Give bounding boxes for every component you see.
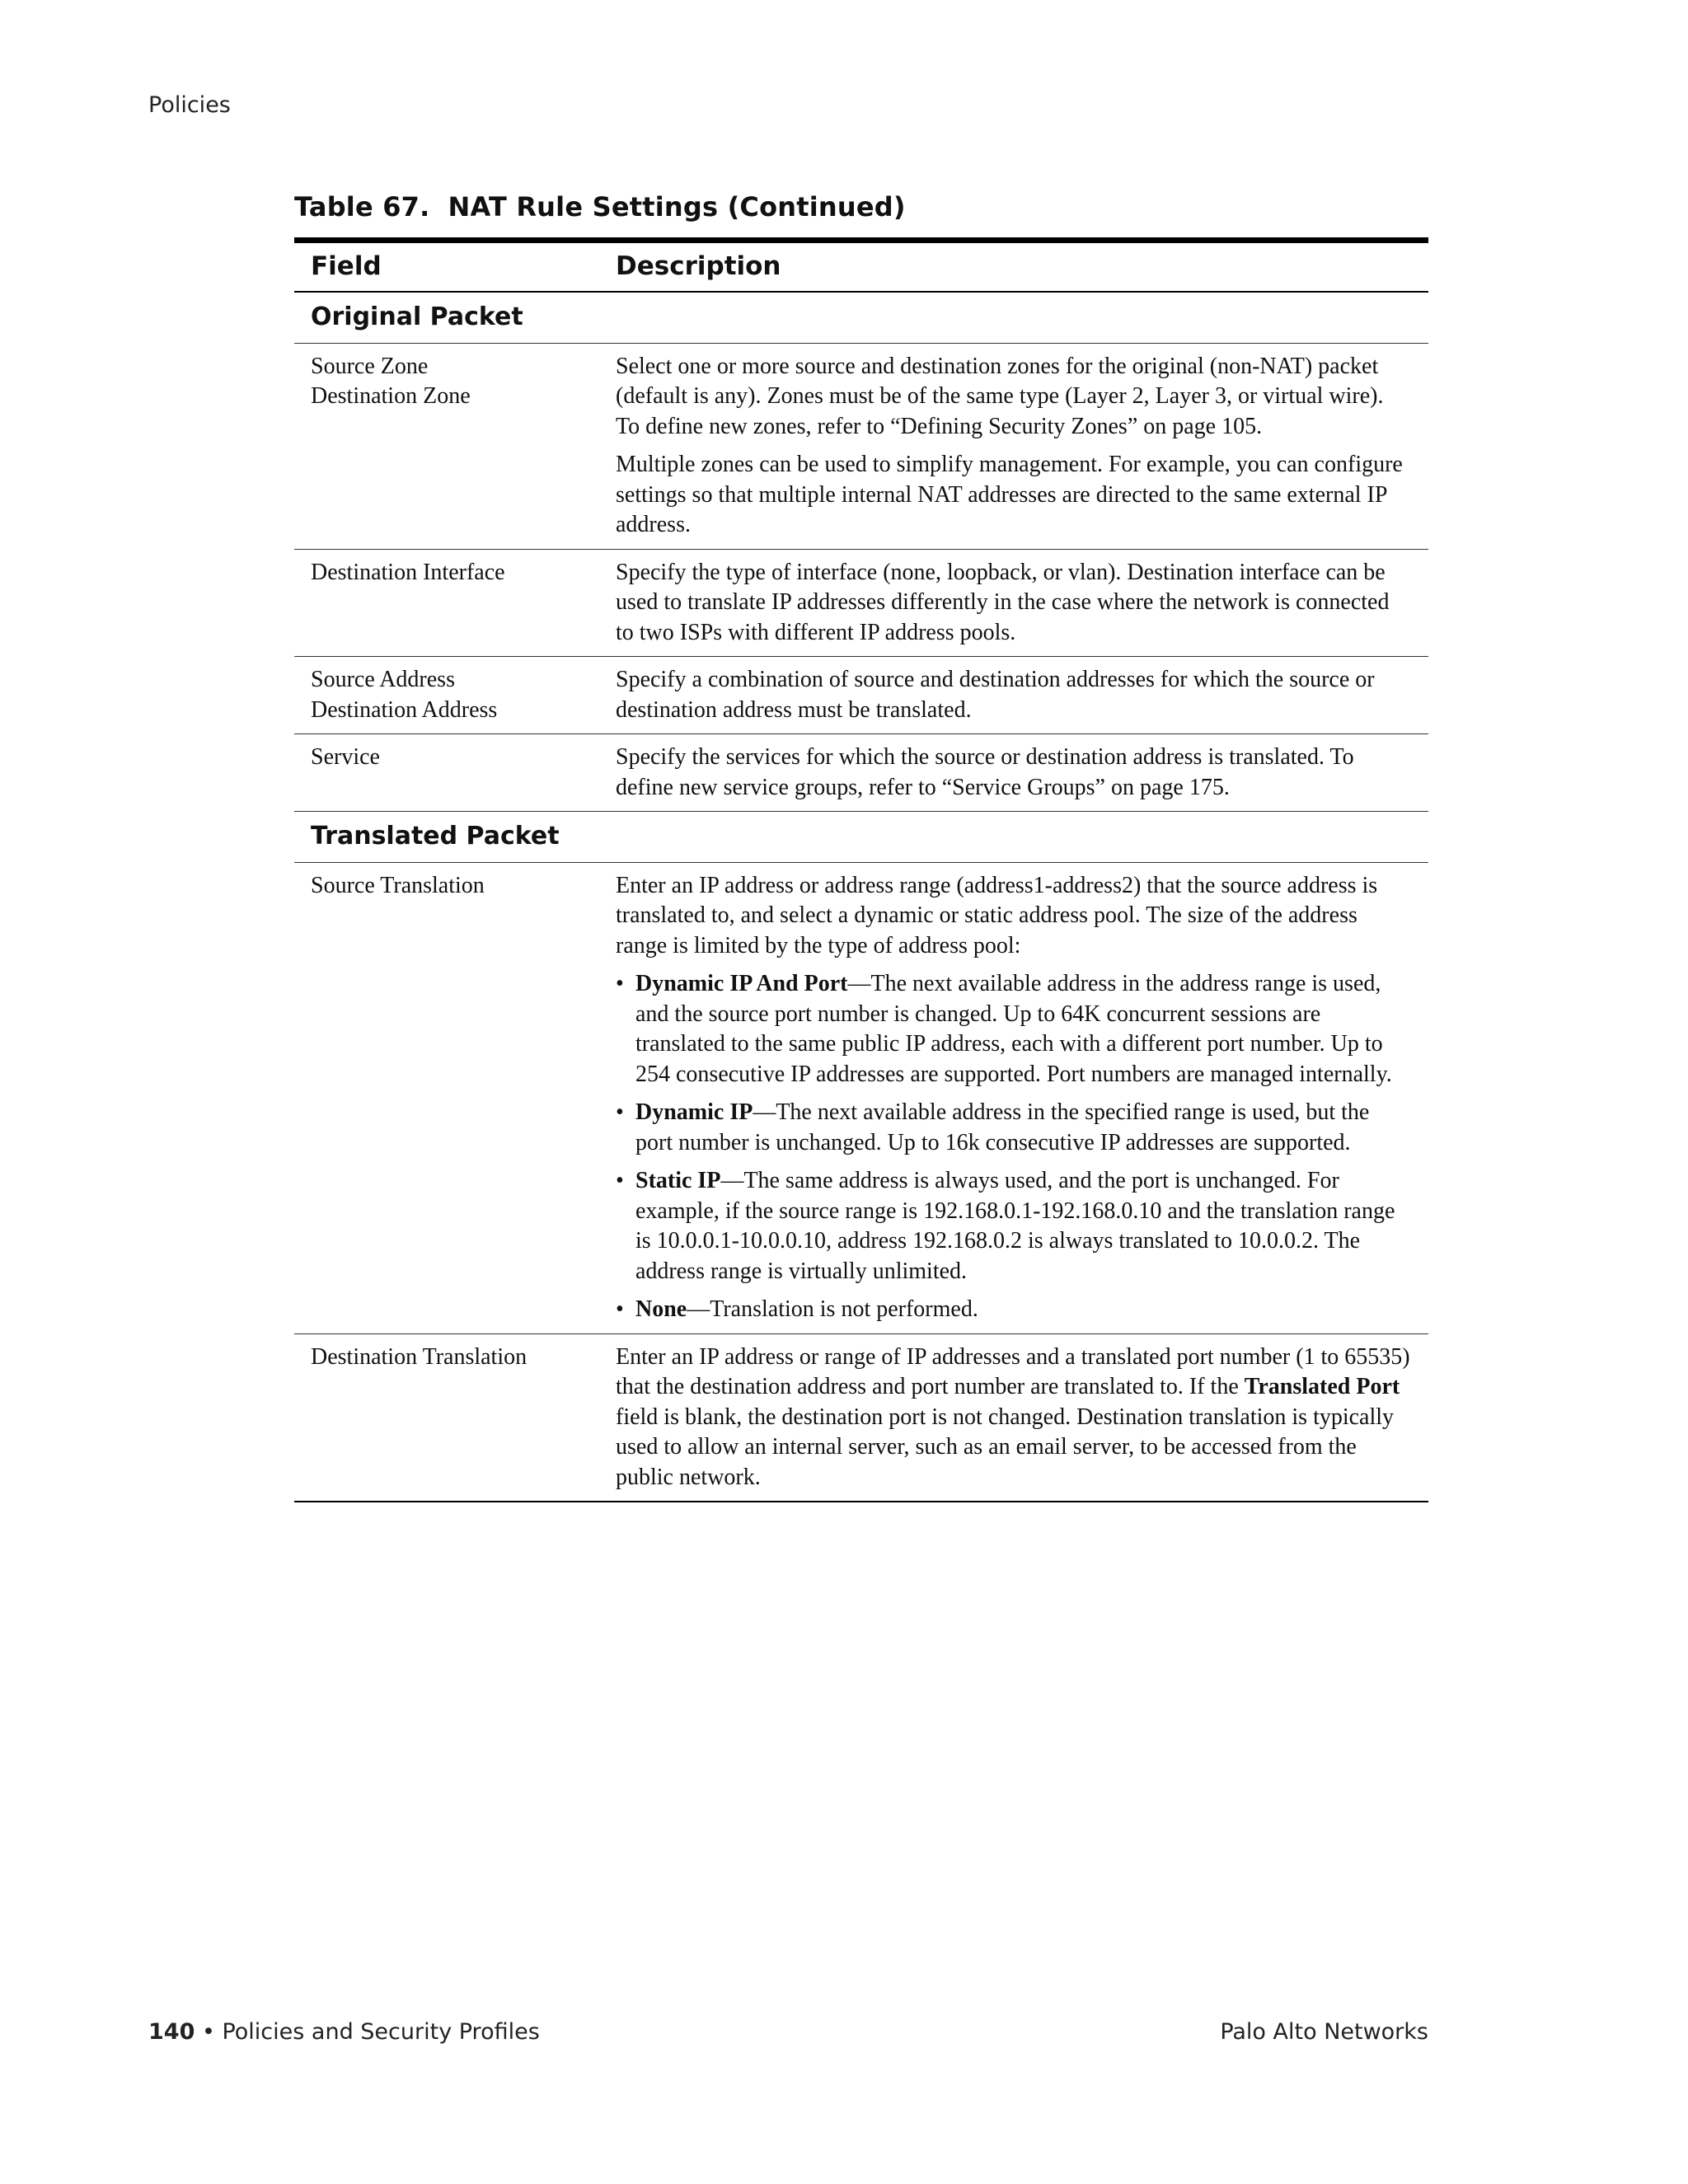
section-title: Original Packet <box>294 292 1428 343</box>
list-item <box>616 969 1412 1090</box>
table-row <box>294 343 1428 549</box>
description-paragraph: Specify the services for which the source or destination address is translated. To define new service groups, refer to “Service Groups” on page 175. <box>616 744 1354 800</box>
description-text: field is blank, the destination port is not changed. Destination translation is typically used to allow an internal server, such as an email server, to be accessed from the public network. <box>616 1404 1395 1490</box>
field-name: Service <box>311 744 380 770</box>
page-header: Policies <box>148 92 231 118</box>
description-cell <box>599 549 1428 657</box>
bullet-text: —Translation is not performed. <box>687 1296 978 1322</box>
table-top-rule <box>294 237 1428 243</box>
column-header-field: Field <box>294 243 599 292</box>
bullet-text: —The same address is always used, and the port is unchanged. For example, if the source range is 192.168.0.1-192.168.0.10 and the translation range is 10.0.0.1-10.0.0.10, address 192.168.0.2 is always translated to 10.0.0.2. The address range is virtually unlimited. <box>635 1168 1395 1284</box>
address-pool-list <box>616 969 1412 1325</box>
description-paragraph <box>616 1343 1412 1493</box>
list-item <box>616 1295 1412 1325</box>
description-cell <box>599 734 1428 812</box>
description-cell <box>599 1333 1428 1502</box>
table-row <box>294 1333 1428 1502</box>
field-name: Destination Interface <box>311 559 505 585</box>
description-cell <box>599 862 1428 1333</box>
page-number: 140 <box>148 2019 195 2045</box>
field-cell <box>294 657 599 734</box>
description-paragraph: Enter an IP address or address range (address1-address2) that the source address is translated to, and select a dynamic or static address pool. The size of the address range is limited by the type of address pool: <box>616 872 1378 958</box>
list-item <box>616 1166 1412 1286</box>
field-name: Source Zone <box>311 353 429 379</box>
bullet-text: —The next available address in the address range is used, and the source port number is changed. Up to 64K concurrent sessions are translated to the same public IP address, each with a different port number. Up to 254 consecutive IP addresses are supported. Port numbers are managed internally. <box>635 971 1392 1087</box>
description-paragraph: Specify the type of interface (none, loopback, or vlan). Destination interface can be used to translate IP addresses differently in the case where the network is connected to two ISPs with different IP address pools. <box>616 559 1390 645</box>
field-name: Source Translation <box>311 872 485 898</box>
column-header-description: Description <box>599 243 1428 292</box>
table-header-row <box>294 243 1428 292</box>
field-name: Destination Translation <box>311 1343 528 1370</box>
bullet-term: Dynamic IP And Port <box>635 971 848 996</box>
table-caption <box>294 191 1428 223</box>
bullet-icon: • <box>616 971 624 996</box>
table-row <box>294 862 1428 1333</box>
field-cell <box>294 343 599 549</box>
description-paragraph: Multiple zones can be used to simplify management. For example, you can configure settings so that multiple internal NAT addresses are directed to the same external IP address. <box>616 452 1403 537</box>
description-bold-term: Translated Port <box>1244 1374 1400 1399</box>
table-row <box>294 657 1428 734</box>
description-paragraph: Specify a combination of source and destination addresses for which the source or destination address must be translated. <box>616 667 1375 723</box>
section-title: Translated Packet <box>294 812 1428 863</box>
section-row-original-packet <box>294 292 1428 343</box>
table-row <box>294 734 1428 812</box>
field-cell <box>294 549 599 657</box>
bullet-icon: • <box>616 1168 624 1193</box>
field-cell <box>294 862 599 1333</box>
table-caption-title: NAT Rule Settings (Continued) <box>448 191 906 223</box>
footer-separator: • <box>195 2019 223 2045</box>
bullet-text: —The next available address in the specified range is used, but the port number is unchanged. Up to 16k consecutive IP addresses are supported. <box>635 1099 1370 1155</box>
table-caption-number: Table 67. <box>294 191 430 223</box>
bullet-icon: • <box>616 1296 624 1322</box>
section-row-translated-packet <box>294 812 1428 863</box>
description-text: Enter an IP address or range of IP addresses and a translated port number (1 to 65535) that the destination address and port number are translated to. If the <box>616 1343 1410 1399</box>
bullet-icon: • <box>616 1099 624 1125</box>
list-item <box>616 1098 1412 1158</box>
field-cell <box>294 1333 599 1502</box>
field-name: Destination Zone <box>311 383 471 409</box>
bullet-term: Dynamic IP <box>635 1099 753 1125</box>
field-name: Source Address <box>311 667 455 692</box>
bullet-term: None <box>635 1296 687 1322</box>
nat-rule-settings-table <box>294 191 1428 1502</box>
book-title: Policies and Security Profiles <box>222 2019 540 2045</box>
field-cell <box>294 734 599 812</box>
field-name: Destination Address <box>311 696 498 723</box>
description-cell <box>599 657 1428 734</box>
description-paragraph: Select one or more source and destination zones for the original (non-NAT) packet (default is any). Zones must be of the same type (Layer 2, Layer 3, or virtual wire). To define new zones, refer to “Defining Security Zones” on page 105. <box>616 353 1384 439</box>
footer-left <box>148 2019 540 2045</box>
bullet-term: Static IP <box>635 1168 721 1193</box>
description-cell <box>599 343 1428 549</box>
table-row <box>294 549 1428 657</box>
company-name: Palo Alto Networks <box>1220 2019 1428 2045</box>
